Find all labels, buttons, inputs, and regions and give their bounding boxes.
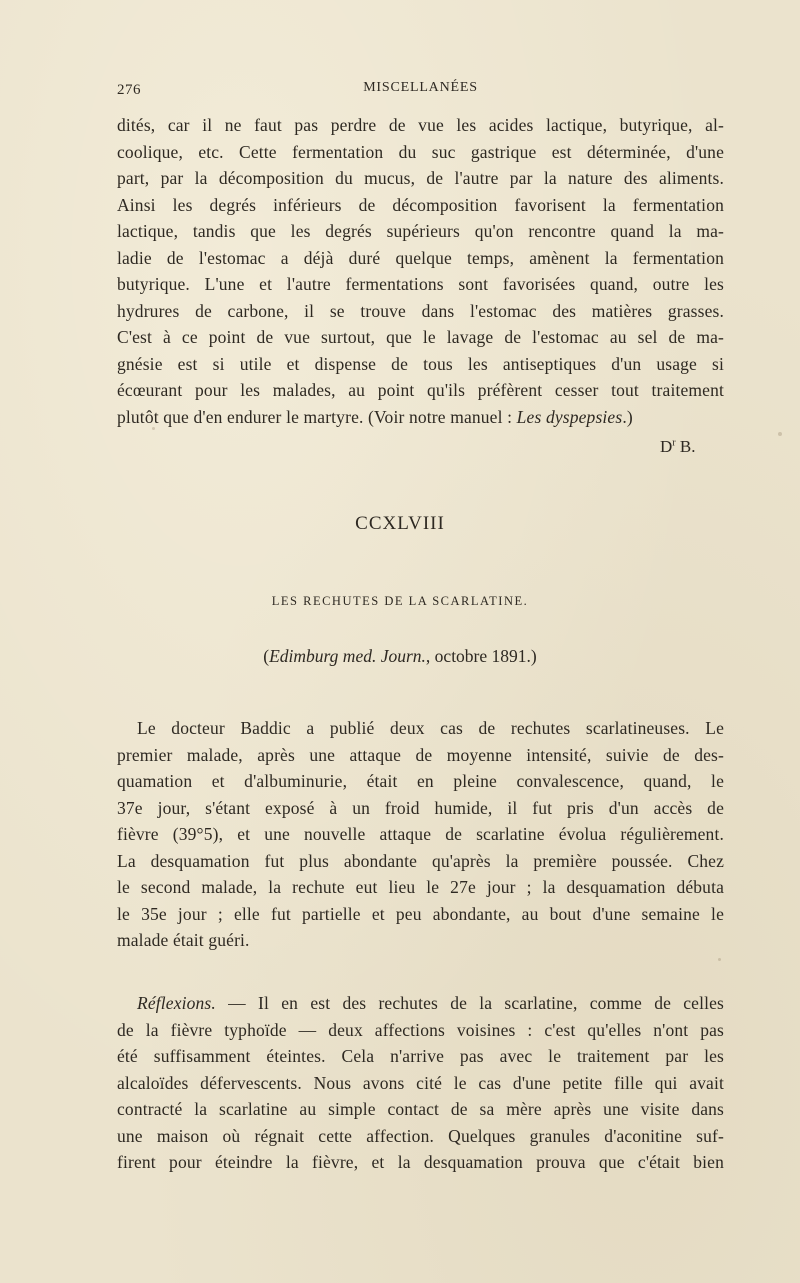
chapter-source — [0, 646, 800, 667]
text-segment: .) — [622, 406, 633, 427]
reflexions-heading: Réflexions. — [137, 993, 216, 1013]
text-line: alcaloïdes défervescents. Nous avons cité le cas d'une petite fille qui avait — [117, 1072, 724, 1093]
text-line: écœurant pour les malades, au point qu'ils préfèrent cesser tout traitement — [117, 380, 724, 400]
text-line: lactique, tandis que les degrés supérieurs qu'on rencontre quand la ma- — [117, 221, 724, 241]
text-line: quamation et d'albuminurie, était en pleine convalescence, quand, le — [117, 771, 724, 791]
text-line: C'est à ce point de vue surtout, que le lavage de l'estomac au sel de ma- — [117, 327, 724, 347]
signature-superscript: r — [672, 437, 676, 449]
text-segment: — Il en est des rechutes de la scarlatine, comme de celles — [215, 993, 724, 1013]
source-open: ( — [263, 646, 270, 666]
text-line: fièvre (39°5), et une nouvelle attaque de scarlatine évolua régulièrement. — [117, 824, 724, 844]
running-title: MISCELLANÉES — [363, 80, 478, 95]
text-line: part, par la décomposition du mucus, de l'autre par la nature des aliments. — [117, 168, 724, 188]
source-journal: Edimburg med. Journ. — [269, 646, 426, 666]
chapter-number: CCXLVIII — [355, 513, 445, 534]
chapter-title: LES RECHUTES DE LA SCARLATINE. — [271, 594, 529, 608]
paragraph-continued — [117, 112, 724, 430]
text-line: une maison où régnait cette affection. Quelques granules d'aconitine suf- — [117, 1125, 724, 1146]
page-number: 276 — [117, 82, 141, 98]
text-line: butyrique. L'une et l'autre fermentations sont favorisées quand, outre les — [117, 274, 724, 294]
text-line-last — [117, 404, 724, 431]
text-line: premier malade, après une attaque de moyenne intensité, suivie de des- — [117, 744, 724, 765]
author-signature — [660, 437, 695, 457]
signature-name: B. — [675, 437, 696, 456]
book-title-reference: Les dyspepsies — [516, 406, 623, 427]
text-line: Ainsi les degrés inférieurs de décomposition favorisent la fermentation — [117, 194, 724, 215]
text-line — [117, 990, 724, 1017]
text-line: le 35e jour ; elle fut partielle et peu abondante, au bout d'une semaine le — [117, 903, 724, 924]
text-line: de la fièvre typhoïde — deux affections voisines : c'est qu'elles n'ont pas — [117, 1019, 724, 1040]
text-line: été suffisamment éteintes. Cela n'arrive pas avec le traitement par les — [117, 1046, 724, 1066]
paper-speck — [718, 958, 721, 961]
text-line: Le docteur Baddic a publié deux cas de rechutes scarlatineuses. Le — [137, 718, 724, 738]
paper-speck — [152, 427, 155, 430]
text-line: hydrures de carbone, il se trouve dans l'estomac des matières grasses. — [117, 300, 724, 321]
text-line: ladie de l'estomac a déjà duré quelque temps, amènent la fermentation — [117, 247, 724, 268]
source-date: , octobre 1891.) — [425, 646, 537, 666]
text-line: firent pour éteindre la fièvre, et la desquamation prouva que c'était bien — [117, 1152, 724, 1172]
paragraph-case-report — [117, 715, 724, 954]
text-line: le second malade, la rechute eut lieu le 27e jour ; la desquamation débuta — [117, 877, 724, 897]
text-line: contracté la scarlatine au simple contact de sa mère après une visite dans — [117, 1099, 724, 1119]
text-line: La desquamation fut plus abondante qu'après la première poussée. Chez — [117, 850, 724, 871]
text-line: dités, car il ne faut pas perdre de vue les acides lactique, butyrique, al- — [117, 115, 724, 135]
paragraph-reflexions — [117, 990, 724, 1176]
paper-speck — [778, 432, 782, 436]
text-line: 37e jour, s'étant exposé à un froid humide, il fut pris d'un accès de — [117, 797, 724, 818]
text-line: coolique, etc. Cette fermentation du suc gastrique est déterminée, d'une — [117, 141, 724, 162]
running-head — [117, 80, 724, 102]
text-segment: plutôt que d'en endurer le martyre. (Voir notre manuel : — [117, 406, 517, 427]
text-line-last: malade était guéri. — [117, 930, 250, 950]
signature-prefix: D — [660, 437, 673, 456]
text-line: gnésie est si utile et dispense de tous les antiseptiques d'un usage si — [117, 353, 724, 374]
